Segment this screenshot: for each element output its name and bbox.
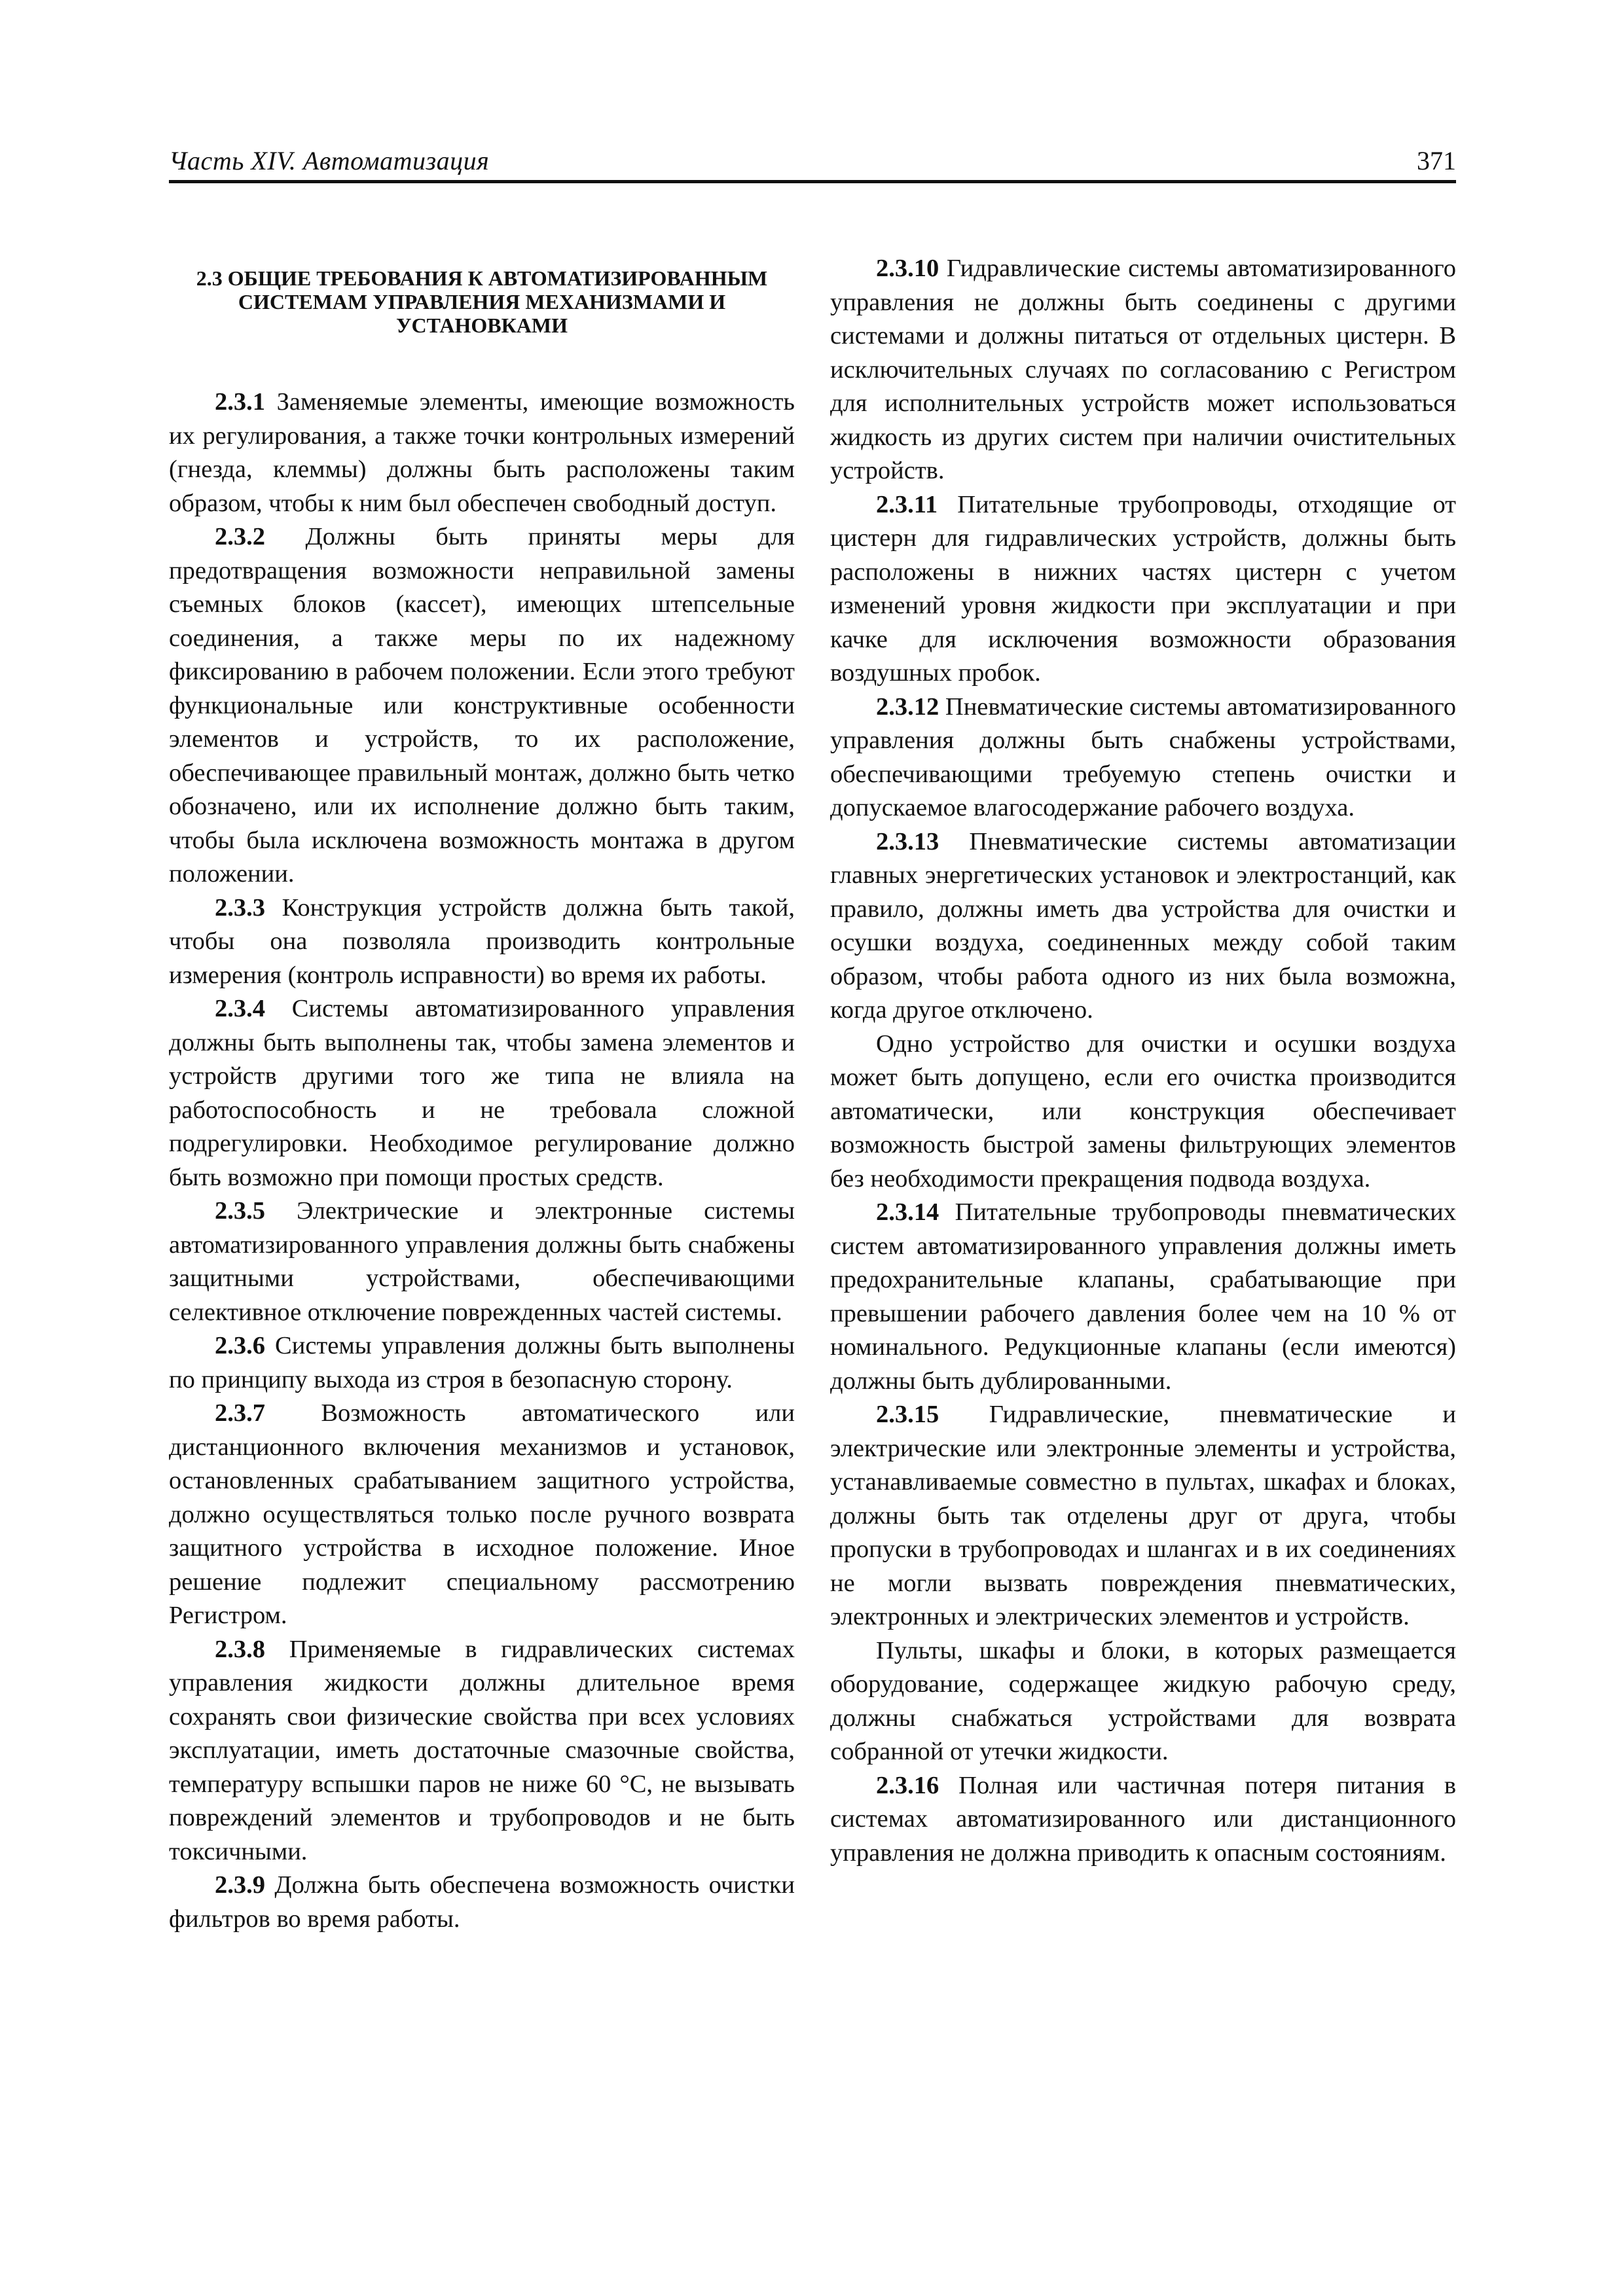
paragraph-2-3-14 [830, 1196, 1456, 1398]
paragraph-2-3-9 [169, 1869, 795, 1936]
clause-text: Пневматические системы автоматизированного управления должны быть снабжены устройствами, обеспечивающими требуемую степень очистки и допускаемое влагосодержание рабочего воздуха. [830, 692, 1456, 821]
section-heading: 2.3 ОБЩИЕ ТРЕБОВАНИЯ К АВТОМАТИЗИРОВАННЫМ СИСТЕМАМ УПРАВЛЕНИЯ МЕХАНИЗМАМИ И УСТАНОВКАМИ [196, 266, 768, 337]
paragraph-2-3-10 [830, 252, 1456, 488]
paragraph-2-3-6 [169, 1329, 795, 1397]
clause-text: Системы управления должны быть выполнены по принципу выхода из строя в безопасную сторону. [169, 1332, 795, 1393]
clause-text: Полная или частичная потеря питания в системах автоматизированного или дистанционного управления не должна приводить к опасным состояниям. [830, 1771, 1456, 1867]
clause-number: 2.3.7 [215, 1399, 265, 1427]
left-column [169, 252, 795, 1936]
paragraph-2-3-16 [830, 1769, 1456, 1871]
clause-number: 2.3.4 [215, 995, 265, 1022]
clause-number: 2.3.12 [876, 692, 939, 721]
clause-number: 2.3.14 [876, 1198, 939, 1226]
paragraph-2-3-11 [830, 488, 1456, 691]
clause-number: 2.3.15 [876, 1401, 939, 1428]
clause-text: Электрические и электронные системы автоматизированного управления должны быть снабжены защитными устройствами, обеспечивающими селективное отключение поврежденных частей системы. [169, 1197, 795, 1326]
clause-text: Заменяемые элементы, имеющие возможность их регулирования, а также точки контрольных измерений (гнезда, клеммы) должны быть расположены таким образом, чтобы к ним был обеспечен свободный доступ. [169, 388, 795, 517]
paragraph-2-3-4 [169, 992, 795, 1194]
clause-text: Пневматические системы автоматизации главных энергетических установок и электростанций, как правило, должны иметь два устройства для очистки и осушки воздуха, соединенных между собой таким образом, чтобы работа одного из них была возможна, когда другое отключено. [830, 827, 1456, 1024]
clause-text: Возможность автоматического или дистанционного включения механизмов и установок, остановленных срабатыванием защитного устройства, должно осуществляться только после ручного возврата защитного устройства в исходное положение. Иное решение подлежит специальному рассмотрению Регистром. [169, 1399, 795, 1629]
clause-number: 2.3.10 [876, 255, 939, 282]
right-column [830, 252, 1456, 1870]
clause-text: Питательные трубопроводы, отходящие от цистерн для гидравлических устройств, должны быть расположены в нижних частях цистерн с учетом изменений уровня жидкости при эксплуатации и при качке для исключения возможности образования воздушных пробок. [830, 490, 1457, 687]
paragraph-2-3-1 [169, 386, 795, 520]
clause-text: Должны быть приняты меры для предотвращения возможности неправильной замены съемных блоков (кассет), имеющих штепсельные соединения, а также меры по их надежному фиксированию в рабочем положении. Если этого требуют функциональные или конструктивные особенности элементов и устройств, то их расположение, обеспечивающее правильный монтаж, должно быть четко обозначено, или их исполнение должно быть таким, чтобы была исключена возможность монтажа в другом положении. [169, 523, 795, 888]
clause-text: Должна быть обеспечена возможность очистки фильтров во время работы. [169, 1871, 795, 1933]
page-number: 371 [1417, 146, 1456, 175]
clause-text: Гидравлические системы автоматизированного управления не должны быть соединены с другими системами и должны питаться от отдельных цистерн. В исключительных случаях по согласованию с Регистром для исполнительных устройств может использоваться жидкость из других систем при наличии очистительных устройств. [830, 255, 1457, 484]
clause-number: 2.3.8 [215, 1635, 265, 1663]
running-header [169, 141, 1456, 183]
clause-number: 2.3.5 [215, 1197, 265, 1225]
clause-number: 2.3.9 [215, 1871, 265, 1899]
clause-text: Применяемые в гидравлических системах управления жидкости должны длительное время сохранять свои физические свойства при всех условиях эксплуатации, иметь достаточные смазочные свойства, температуру вспышки паров не ниже 60 °С, не вызывать повреждений элементов и трубопроводов и не быть токсичными. [169, 1635, 795, 1865]
clause-number: 2.3.16 [876, 1771, 939, 1799]
paragraph-2-3-8 [169, 1633, 795, 1869]
paragraph-2-3-5 [169, 1194, 795, 1329]
clause-number: 2.3.13 [876, 827, 939, 855]
clause-text: Одно устройство для очистки и осушки воздуха может быть допущено, если его очистка производится автоматически, или конструкция обеспечивает возможность быстрой замены фильтрующих элементов без необходимости прекращения подвода воздуха. [830, 1030, 1456, 1193]
paragraph-2-3-13-continued [830, 1028, 1456, 1196]
clause-number: 2.3.1 [215, 388, 265, 416]
paragraph-2-3-15-continued [830, 1634, 1456, 1769]
clause-number: 2.3.3 [215, 893, 265, 922]
clause-text: Питательные трубопроводы пневматических систем автоматизированного управления должны иметь предохранительные клапаны, срабатывающие при превышении рабочего давления более чем на 10 % от номинального. Редукционные клапаны (если имеются) должны быть дублированными. [830, 1198, 1456, 1395]
paragraph-2-3-13 [830, 825, 1456, 1028]
clause-number: 2.3.6 [215, 1332, 265, 1359]
clause-number: 2.3.11 [876, 490, 938, 518]
paragraph-2-3-15 [830, 1398, 1456, 1634]
paragraph-2-3-7 [169, 1397, 795, 1633]
paragraph-2-3-2 [169, 520, 795, 891]
clause-text: Пульты, шкафы и блоки, в которых размещается оборудование, содержащее жидкую рабочую среду, должны снабжаться устройствами для возврата собранной от утечки жидкости. [830, 1636, 1456, 1765]
clause-text: Гидравлические, пневматические и электрические или электронные элементы и устройства, устанавливаемые совместно в пультах, шкафах и блоках, должны быть так отделены друг от друга, чтобы пропуски в трубопроводах и шлангах и в их соединениях не могли вызвать повреждения пневматических, электронных и электрических элементов и устройств. [830, 1401, 1457, 1630]
paragraph-2-3-3 [169, 891, 795, 993]
running-header-title: Часть XIV. Автоматизация [169, 146, 490, 175]
clause-text: Конструкция устройств должна быть такой, чтобы она позволяла производить контрольные измерения (контроль исправности) во время их работы. [169, 893, 795, 989]
clause-text: Системы автоматизированного управления должны быть выполнены так, чтобы замена элементов и устройств другими того же типа не влияла на работоспособность и не требовала сложной подрегулировки. Необходимое регулирование должно быть возможно при помощи простых средств. [169, 995, 795, 1191]
paragraph-2-3-12 [830, 691, 1456, 825]
clause-number: 2.3.2 [215, 523, 265, 550]
